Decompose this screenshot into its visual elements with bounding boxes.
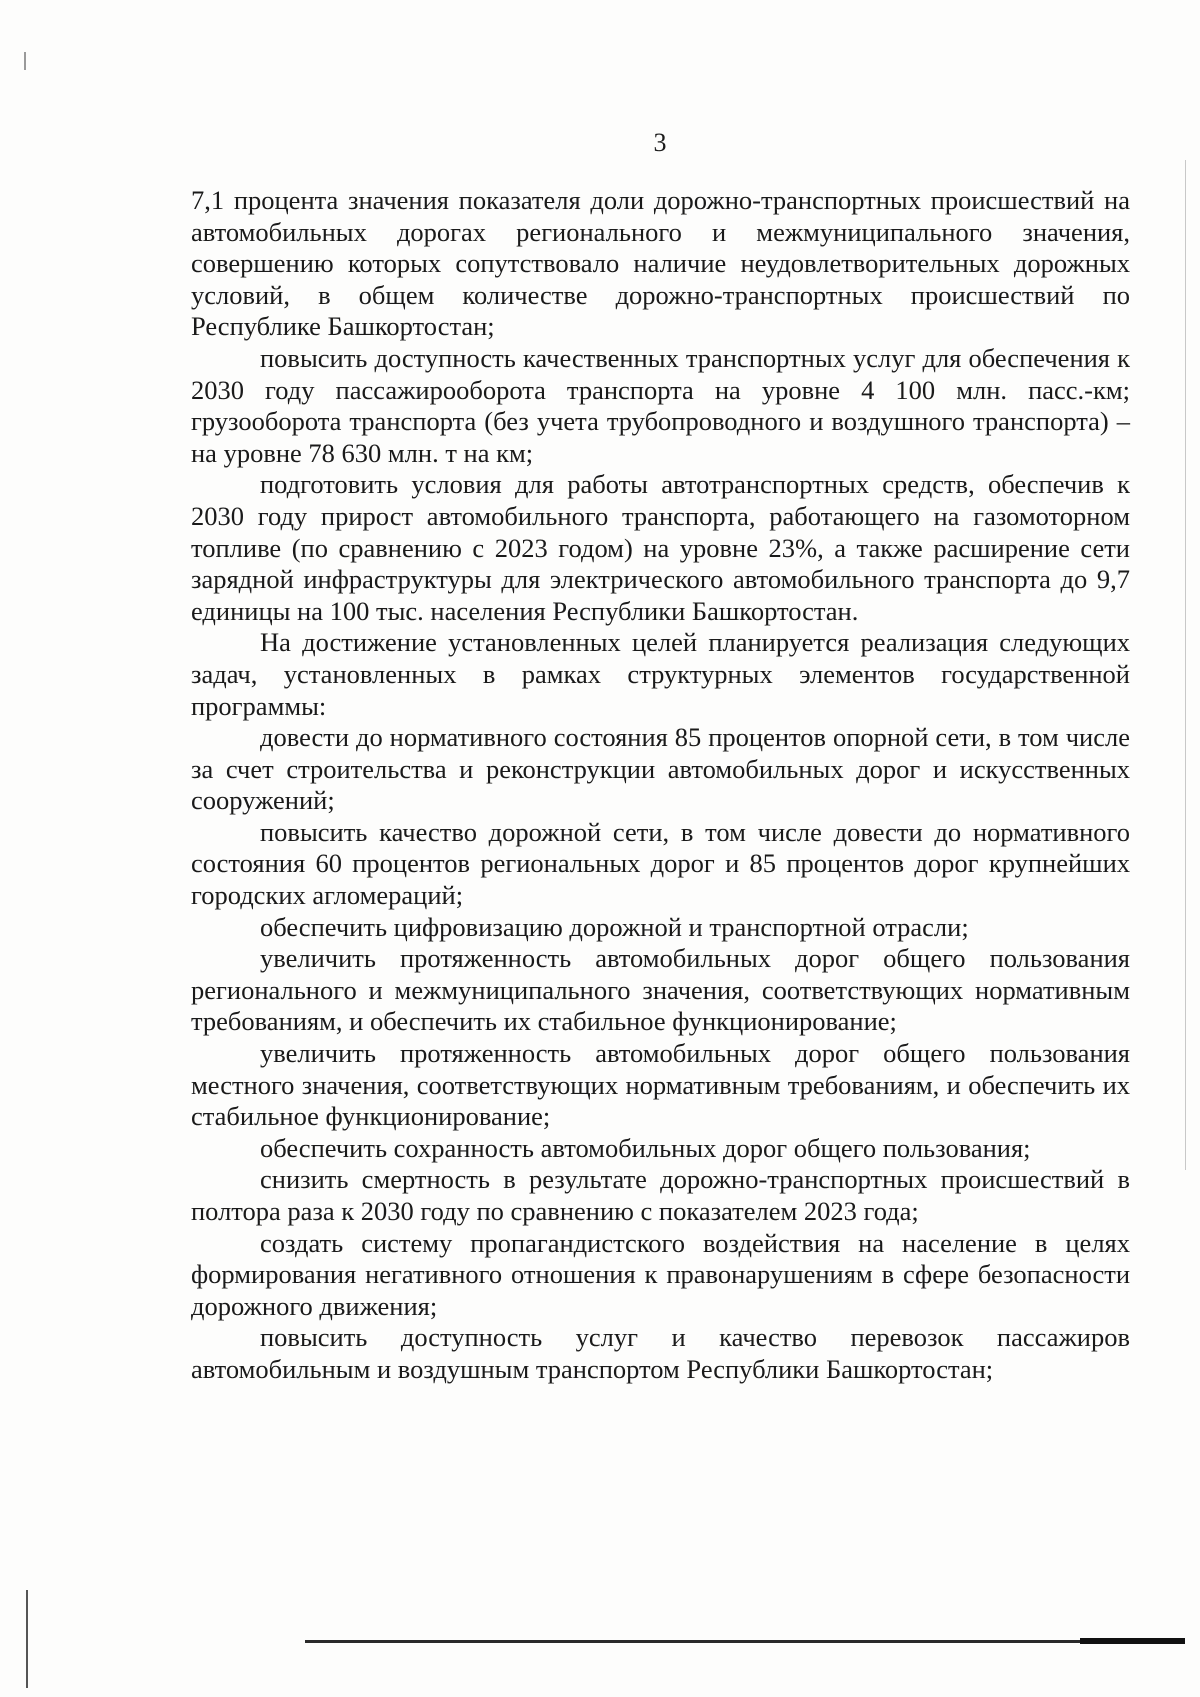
scan-edge-mark: [1185, 160, 1186, 1170]
paragraph: довести до нормативного состояния 85 процентов опорной сети, в том числе за счет строительства и реконструкции автомобильных дорог и искусственных сооружений;: [191, 722, 1130, 816]
page-number: 3: [653, 128, 667, 157]
bottom-divider: [305, 1640, 1185, 1643]
scan-edge-mark: [24, 52, 26, 70]
paragraph: подготовить условия для работы автотранспортных средств, обеспечив к 2030 году прирост автомобильного транспорта, работающего на газомоторном топливе (по сравнению с 2023 годом) на уровне 23%, а также расширение сети зарядной инфраструктуры для электрического автомобильного транспорта до 9,7 единицы на 100 тыс. населения Республики Башкортостан.: [191, 469, 1130, 626]
paragraph: повысить доступность услуг и качество перевозок пассажиров автомобильным и воздушным транспортом Республики Башкортостан;: [191, 1322, 1130, 1384]
paragraph: обеспечить цифровизацию дорожной и транспортной отрасли;: [260, 911, 969, 942]
paragraph: увеличить протяженность автомобильных дорог общего пользования регионального и межмуниципального значения, соответствующих нормативным требованиям, и обеспечить их стабильное функционирование;: [191, 943, 1130, 1037]
scan-edge-mark: [26, 1590, 28, 1688]
bottom-divider: [1080, 1638, 1185, 1644]
paragraph: 7,1 процента значения показателя доли дорожно-транспортных происшествий на автомобильных дорогах регионального и межмуниципального значения, совершению которых сопутствовало наличие неудовлетворительных дорожных условий, в общем количестве дорожно-транспортных происшествий по Республике Башкортостан;: [191, 185, 1130, 342]
paragraph: увеличить протяженность автомобильных дорог общего пользования местного значения, соответствующих нормативным требованиям, и обеспечить их стабильное функционирование;: [191, 1038, 1130, 1132]
paragraph: повысить качество дорожной сети, в том числе довести до нормативного состояния 60 процентов региональных дорог и 85 процентов дорог крупнейших городских агломераций;: [191, 816, 1130, 911]
paragraph: обеспечить сохранность автомобильных дорог общего пользования;: [260, 1132, 1031, 1163]
paragraph: создать систему пропагандистского воздействия на население в целях формирования негативного отношения к правонарушениям в сфере безопасности дорожного движения;: [191, 1227, 1130, 1321]
paragraph: На достижение установленных целей планируется реализация следующих задач, установленных в рамках структурных элементов государственной программы:: [191, 627, 1130, 721]
paragraph: снизить смертность в результате дорожно-транспортных происшествий в полтора раза к 2030 году по сравнению с показателем 2023 года;: [191, 1164, 1130, 1226]
document-body: [191, 185, 1130, 1386]
paragraph: повысить доступность качественных транспортных услуг для обеспечения к 2030 году пассажирооборота транспорта на уровне 4 100 млн. пасс.-км; грузооборота транспорта (без учета трубопроводного и воздушного транспорта) – на уровне 78 630 млн. т на км;: [191, 342, 1130, 468]
